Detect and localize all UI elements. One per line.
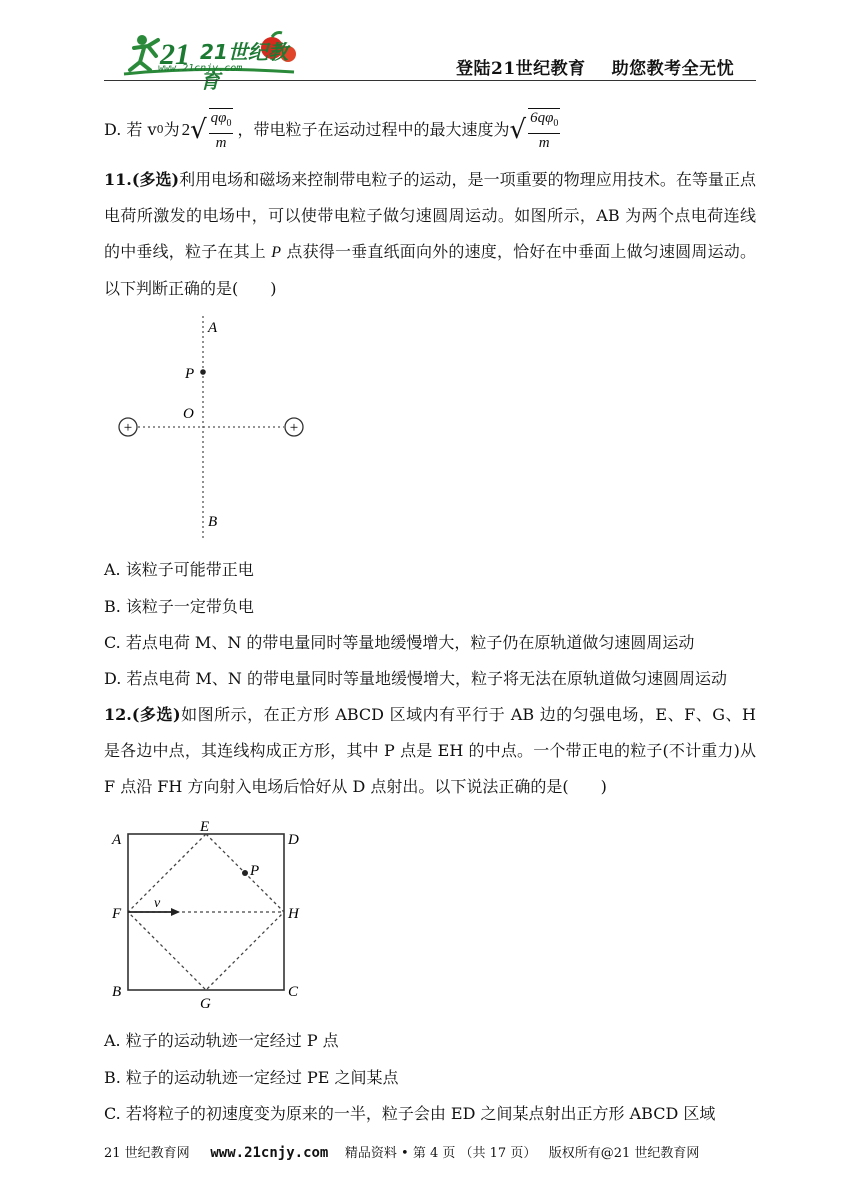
header-divider: [104, 80, 756, 81]
frac1-num: qφ: [210, 110, 227, 126]
label-o: O: [183, 406, 194, 422]
q11-figure: [110, 312, 310, 544]
label-b: B: [208, 514, 218, 530]
label-A: A: [112, 832, 122, 848]
label-G: G: [200, 996, 211, 1010]
header-slogan: [456, 54, 734, 79]
q11-tag: (多选): [131, 170, 180, 189]
q11-text-b: 点获得一垂直纸面向外的速度，恰好在中垂面上做匀速圆周运动。以下判断正确的是( ): [104, 242, 756, 298]
q12-figure: [108, 818, 308, 1010]
frac2-num: 6qφ: [530, 110, 554, 126]
question-11-stem: [104, 162, 756, 307]
prev-d-frac2: [528, 108, 560, 152]
slogan-right: 助您教考全无忧: [611, 59, 735, 79]
prev-d-coef: 2: [181, 120, 191, 139]
frac1-den: m: [215, 135, 227, 151]
q11-text-p: P: [271, 244, 282, 261]
point-p: [242, 870, 248, 876]
label-H: H: [288, 906, 299, 922]
frac2-sub: 0: [553, 118, 559, 129]
q11-number: 11.: [104, 170, 132, 189]
footer-copyright: 版权所有@21 世纪教育网: [548, 1146, 700, 1161]
q12-option-a[interactable]: A. 粒子的运动轨迹一定经过 P 点: [104, 1031, 339, 1050]
q11-option-c[interactable]: C. 若点电荷 M、N 的带电量同时等量地缓慢增大，粒子仍在原轨道做匀速圆周运动: [104, 633, 695, 652]
page-footer: [104, 1142, 699, 1161]
frac1-sub: 0: [226, 118, 232, 129]
frac2-den: m: [538, 135, 550, 151]
footer-url[interactable]: www.21cnjy.com: [210, 1145, 329, 1161]
label-a: A: [208, 320, 218, 336]
prev-d-prefix: D. 若 v: [104, 120, 157, 139]
footer-page-info: 精品资料 • 第 4 页 （共 17 页）: [344, 1146, 537, 1161]
logo-text: 21世纪教育: [200, 40, 288, 93]
point-p: [200, 369, 206, 375]
velocity-arrowhead: [171, 908, 180, 916]
prev-d-mid1: 为: [163, 120, 180, 139]
prev-option-d: D. 若 v 0 为 2 √ $\frac{q\varphi_0}{m}$ ，带电粒子在运动过程中的最大速度为 √ $\frac{6q\varphi_0}{m}$: [104, 110, 559, 151]
label-B: B: [112, 984, 122, 1000]
q12-tag: (多选): [131, 705, 181, 724]
label-C: C: [288, 984, 299, 1000]
label-v: v: [154, 896, 161, 911]
question-12-stem: [104, 697, 756, 805]
q12-option-b[interactable]: B. 粒子的运动轨迹一定经过 PE 之间某点: [104, 1068, 399, 1087]
q11-text-a: 利用电场和磁场来控制带电粒子的运动，是一项重要的物理应用技术。在等量正点电荷所激发的电场中，可以使带电粒子做匀速圆周运动。如图所示，AB 为两个点电荷连线的中垂线，粒子在其上: [104, 170, 756, 261]
q12-option-c[interactable]: C. 若将粒子的初速度变为原来的一半，粒子会由 ED 之间某点射出正方形 ABCD 区域: [104, 1104, 716, 1123]
label-F: F: [112, 906, 122, 922]
label-p: P: [185, 366, 195, 382]
site-logo[interactable]: [104, 26, 304, 93]
q11-option-a[interactable]: A. 该粒子可能带正电: [104, 560, 254, 579]
label-P: P: [250, 863, 260, 879]
prev-d-sub: 0: [156, 123, 164, 136]
footer-site: 21 世纪教育网: [104, 1146, 190, 1161]
label-E: E: [200, 819, 210, 835]
logo-url: www.21cnjy.com: [158, 63, 243, 74]
prev-d-frac1: [209, 108, 234, 152]
q11-option-b[interactable]: B. 该粒子一定带负电: [104, 597, 254, 616]
svg-text:21: 21: [160, 38, 190, 71]
charge-right-sign: +: [289, 420, 299, 436]
prev-d-mid2: ，带电粒子在运动过程中的最大速度为: [237, 120, 510, 139]
q12-text: 如图所示，在正方形 ABCD 区域内有平行于 AB 边的匀强电场，E、F、G、H 是各边中点，其连线构成正方形，其中 P 点是 EH 的中点。一个带正电的粒子(不计重力)从 F 点沿 FH 方向射入电场后恰好从 D 点射出。以下说法正确的是( ): [104, 705, 756, 796]
slogan-left: 登陆21世纪教育: [456, 59, 586, 79]
label-D: D: [288, 832, 299, 848]
charge-left-sign: +: [123, 420, 133, 436]
q11-option-d[interactable]: D. 若点电荷 M、N 的带电量同时等量地缓慢增大，粒子将无法在原轨道做匀速圆周运动: [104, 669, 727, 688]
q12-number: 12.: [104, 705, 132, 724]
